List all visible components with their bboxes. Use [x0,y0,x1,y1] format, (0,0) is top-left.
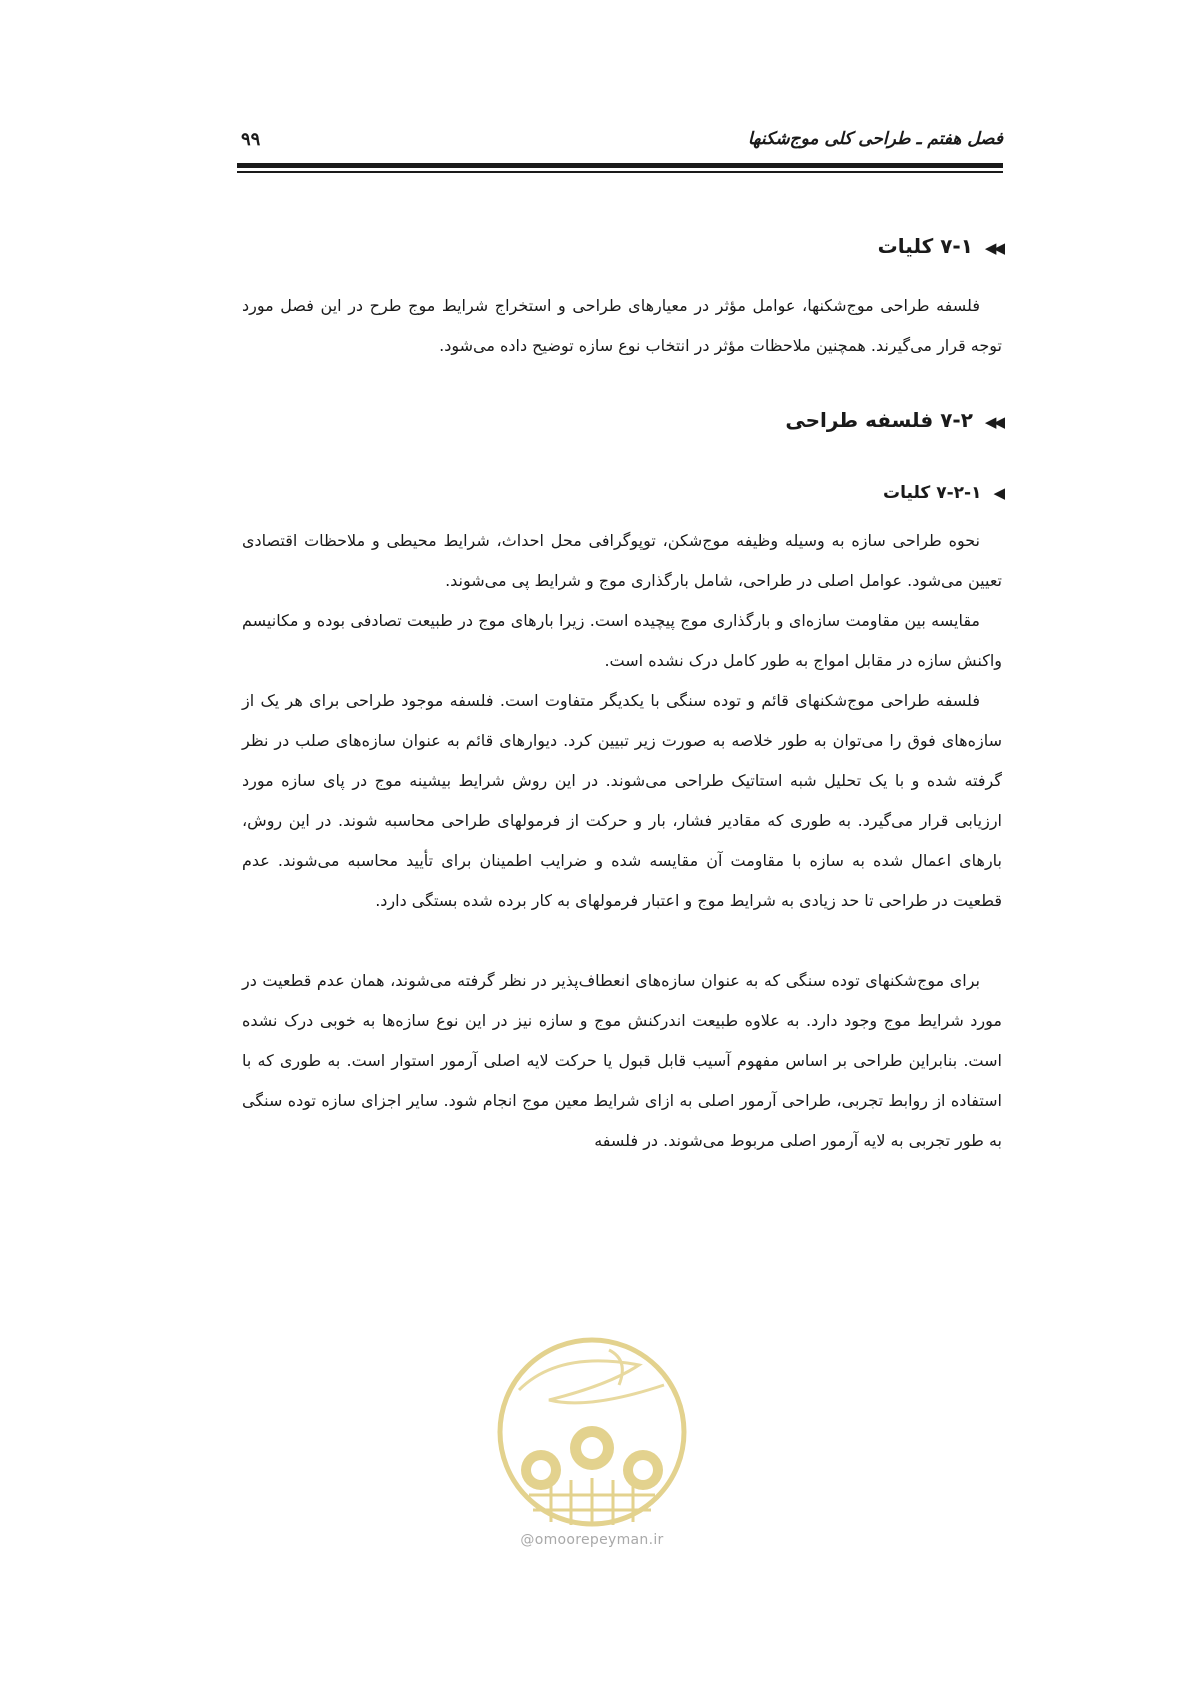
subsection-heading-7-2-1 [883,483,1002,503]
triangle-bullet-icon: ◀ [993,484,1002,502]
publisher-watermark [489,1330,695,1570]
paragraph-3: فلسفه طراحی موج‌شکنهای قائم و توده سنگی با یکدیگر متفاوت است. فلسفه موجود طراحی برای هر یک از سازه‌های فوق را می‌توان به طور خلاصه به صورت زیر تبیین کرد. دیوارهای قائم به عنوان سازه‌های صلب در نظر گرفته شده و با یک تحلیل شبه استاتیک طراحی می‌شوند. در این روش شرایط بیشینه موج در پای سازه مورد ارزیابی قرار می‌گیرد. به طوری که مقادیر فشار، بار و حرکت از فرمولهای طراحی محاسبه شوند. در این روش، بارهای اعمال شده به سازه با مقاومت آن مقایسه شده و ضرایب اطمینان برای تأیید محاسبه می‌شوند. عدم قطعیت در طراحی تا حد زیادی به شرایط موج و اعتبار فرمولهای به کار برده شده بستگی دارد. [242,691,1002,910]
double-triangle-bullet-icon: ◀◀ [984,238,1002,257]
paragraph-1: نحوه طراحی سازه به وسیله وظیفه موج‌شکن، توپوگرافی محل احداث، شرایط محیطی و ملاحظات اقتصادی تعیین می‌شود. عوامل اصلی در طراحی، شامل بارگذاری موج و شرایط پی می‌شوند. [242,531,1002,590]
paragraph-4: برای موج‌شکنهای توده سنگی که به عنوان سازه‌های انعطاف‌پذیر در نظر گرفته می‌شوند، همان عدم قطعیت در مورد شرایط موج وجود دارد. به علاوه طبیعت اندرکنش موج و سازه نیز در این نوع سازه‌ها به خوبی درک نشده است. بنابراین طراحی بر اساس مفهوم آسیب قابل قبول یا حرکت لایه اصلی آرمور استوار است. به طوری که با استفاده از روابط تجربی، طراحی آرمور اصلی به ازای شرایط معین موج انجام شود. سایر اجزای سازه توده سنگی به طور تجربی به لایه آرمور اصلی مربوط می‌شوند. در فلسفه [242,971,1002,1150]
subsection-heading-text: ۷-۲-۱ کلیات [883,483,982,503]
page-number: ۹۹ [241,129,261,150]
paragraph-2: مقایسه بین مقاومت سازه‌ای و بارگذاری موج پیچیده است. زیرا بارهای موج در طبیعت تصادفی بوده و مکانیسم واکنش سازه در مقابل امواج به طور کامل درک نشده است. [242,611,1002,670]
running-header [237,127,1003,161]
section-heading-7-2 [785,408,1002,432]
section-heading-7-1 [878,234,1002,258]
section-heading-text: ۷-۱ کلیات [877,234,973,258]
double-triangle-bullet-icon: ◀◀ [984,412,1002,431]
chapter-title: فصل هفتم ـ طراحی کلی موج‌شکنها [747,129,1003,149]
watermark-site: @omoorepeyman.ir [520,1532,664,1548]
header-rule-thin [237,171,1003,173]
watermark-logo-icon [489,1330,695,1530]
paragraph-intro: فلسفه طراحی موج‌شکنها، عوامل مؤثر در معیارهای طراحی و استخراج شرایط موج طرح در این فصل مورد توجه قرار می‌گیرند. همچنین ملاحظات مؤثر در انتخاب نوع سازه توضیح داده می‌شود. [242,296,1002,355]
header-rule-thick [237,163,1003,168]
section-heading-text: ۷-۲ فلسفه طراحی [785,408,973,432]
